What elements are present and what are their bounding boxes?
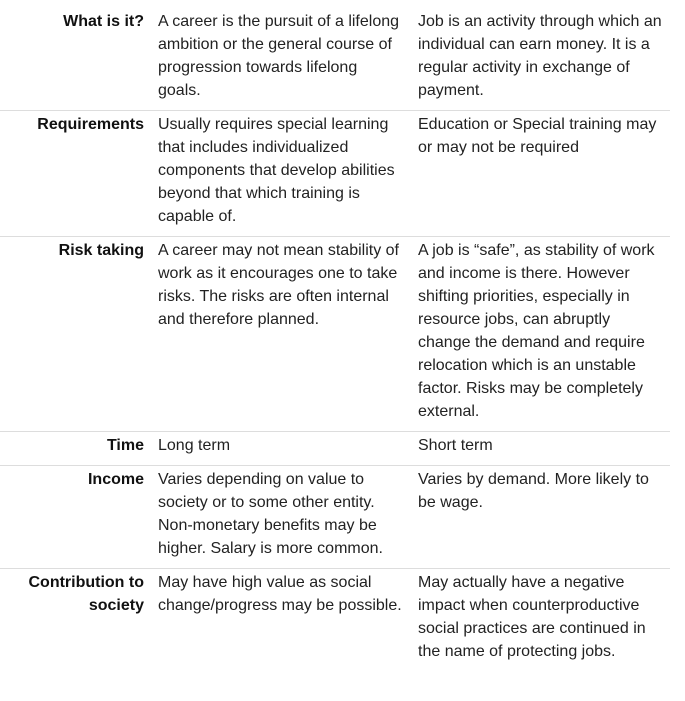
career-cell: Usually requires special learning that includes individualized components that develop abilities beyond that which training is capable of. [158,116,395,225]
career-cell: May have high value as social change/progress may be possible. [158,574,402,614]
table-row-contribution-to-society [0,569,670,671]
career-cell: Long term [158,437,231,454]
job-cell: May actually have a negative impact when counterproductive social practices are continued in the name of protecting jobs. [418,574,646,660]
row-label: Contribution to society [28,574,144,614]
table-row-what-is-it [0,8,670,111]
table-row-risk-taking [0,237,670,432]
career-cell: A career is the pursuit of a lifelong ambition or the general course of progression towards lifelong goals. [158,13,400,99]
job-cell: Education or Special training may or may not be required [418,116,657,156]
table-row-income [0,466,670,569]
row-label: Time [106,437,144,454]
career-cell: A career may not mean stability of work as it encourages one to take risks. The risks are often internal and therefore planned. [158,242,399,328]
row-label: What is it? [63,13,144,30]
row-label: Requirements [37,116,144,133]
job-cell: Short term [418,437,493,454]
job-cell: Varies by demand. More likely to be wage. [418,471,649,511]
table-row-time [0,432,670,466]
job-cell: A job is “safe”, as stability of work and income is there. However shifting priorities, especially in resource jobs, can abruptly change the demand and require relocation which is an unstable factor. Risks may be completely external. [418,242,655,420]
career-cell: Varies depending on value to society or to some other entity. Non-monetary benefits may be higher. Salary is more common. [158,471,383,557]
row-label: Risk taking [58,242,144,259]
row-label: Income [87,471,144,488]
job-cell: Job is an activity through which an individual can earn money. It is a regular activity in exchange of payment. [418,13,662,99]
table-row-requirements [0,111,670,237]
